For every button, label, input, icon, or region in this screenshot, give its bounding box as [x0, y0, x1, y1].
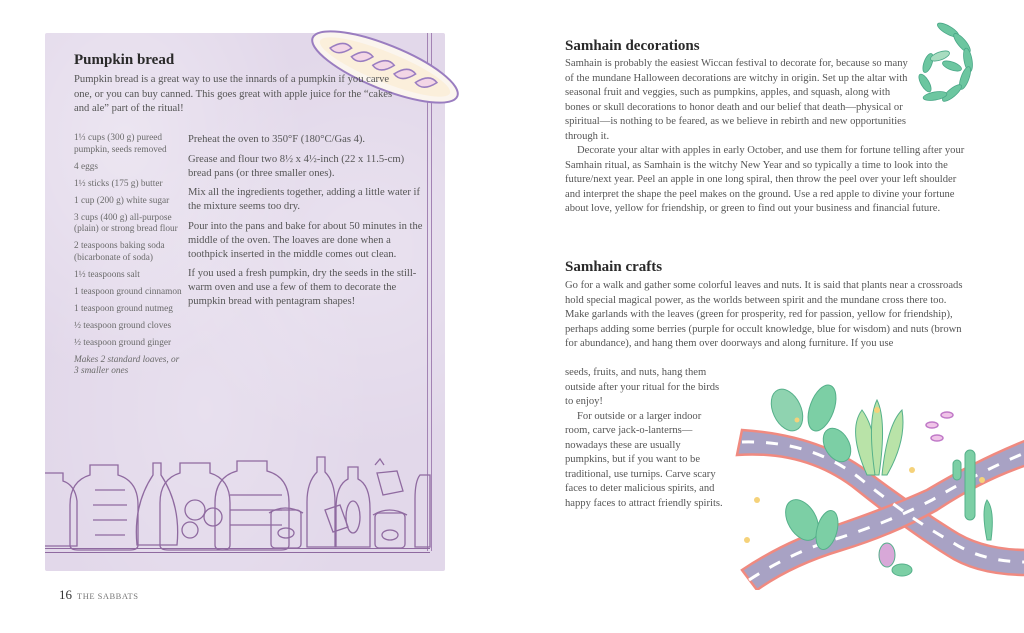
recipe-title: Pumpkin bread: [74, 52, 175, 68]
recipe-intro: Pumpkin bread is a great way to use the innards of a pumpkin if you carve one, or you can buy canned. This goes great with apple juice for the “cakes and ale” part of the ritual!: [74, 74, 393, 114]
ingredient-item: ½ teaspoon ground ginger: [74, 337, 172, 348]
crafts-paragraph: For outside or a larger indoor room, carve jack-o-lanterns—nowadays these are usually pumpkins, but if you want to be traditional, use turnips. Carve scary faces to deter malicious spirits, and happy faces to attract friendly spirits.: [565, 410, 723, 509]
method-step: If you used a fresh pumpkin, dry the seeds in the still-warm oven and use a few of them to decorate the pumpkin bread with pentagram shapes!: [188, 268, 417, 307]
ingredients-list: [74, 133, 186, 383]
ingredient-item: 4 eggs: [74, 161, 99, 172]
crafts-text: [565, 279, 970, 352]
crafts-text-narrow: [565, 366, 725, 511]
method-step: Mix all the ingredients together, adding a little water if the mixture seems too dry.: [188, 187, 420, 213]
ingredient-item: 2 teaspoons baking soda (bicarbonate of soda): [74, 241, 165, 263]
page-folio: [59, 587, 138, 603]
ingredient-item: 1½ sticks (175 g) butter: [74, 178, 163, 189]
method-step: Pour into the pans and bake for about 50 minutes in the middle of the oven. The loaves are done when a toothpick inserted in the middle comes out clean.: [188, 220, 423, 260]
crafts-heading: Samhain crafts: [565, 259, 663, 275]
running-head: THE SABBATS: [77, 591, 139, 601]
crossroads-plants-illustration: [727, 380, 1024, 590]
crafts-paragraph: seeds, fruits, and nuts, hang them outside after your ritual for the birds to enjoy!: [565, 367, 720, 407]
decorations-heading: Samhain decorations: [565, 38, 700, 54]
ingredient-item: ½ teaspoon ground cloves: [74, 320, 172, 331]
method-step: Grease and flour two 8½ x 4½-inch (22 x 11.5-cm) bread pans (or three smaller ones).: [188, 153, 405, 179]
crafts-paragraph: Go for a walk and gather some colorful leaves and nuts. It is said that plants near a crossroads hold special magical power, as the worlds between spirit and the mundane cross there too. Make garlands with the leaves (green for prosperity, red for passion, yellow for friendship), perhaps adding some berries (purple for occult knowledge, blue for wisdom) and nuts (brown for abundance), and hang them over doorways and along furniture. If you use: [565, 280, 963, 349]
ingredient-item: 3 cups (400 g) all-purpose (plain) or strong bread flour: [74, 212, 178, 234]
method-steps: [188, 133, 424, 315]
ingredient-item: 1½ teaspoons salt: [74, 269, 140, 280]
decorations-paragraph: Decorate your altar with apples in early October, and use them for fortune telling after your Samhain ritual, as Samhain is the witchy New Year and so typically a time to look into the future/next year. Peel an apple in one long spiral, then throw the peel over your left shoulder and interpret the shape the peel makes on the ground. Use a red apple to divine your fortune about love, yellow for friendship, or green to find out your business and financial future.: [565, 145, 965, 214]
ingredient-item: 1 teaspoon ground nutmeg: [74, 303, 173, 314]
decorations-text: [565, 57, 965, 217]
yield-note: Makes 2 standard loaves, or 3 smaller ones: [74, 354, 180, 376]
jars-shelf-illustration: [45, 455, 435, 555]
decorations-paragraph: Samhain is probably the easiest Wiccan festival to decorate for, because so many of the mundane Halloween decorations are witchy in origin. Set up the altar with seasonal fruit and veggies, such as pumpkins, apples, and squash, along with bones or skull decorations to honor death and our belief that death—physical or spiritual—is nothing to be feared, as we believe in rebirth and new opportunities through it.: [565, 58, 908, 142]
leaf-wreath-illustration: [910, 18, 990, 118]
ingredient-item: 1 teaspoon ground cinnamon: [74, 286, 182, 297]
right-page: [512, 0, 1024, 633]
shelf-line: [45, 548, 430, 553]
ingredient-item: 1 cup (200 g) white sugar: [74, 195, 170, 206]
page-number: 16: [59, 587, 72, 602]
method-step: Preheat the oven to 350°F (180°C/Gas 4).: [188, 134, 366, 145]
ingredient-item: 1⅓ cups (300 g) pureed pumpkin, seeds removed: [74, 133, 167, 155]
